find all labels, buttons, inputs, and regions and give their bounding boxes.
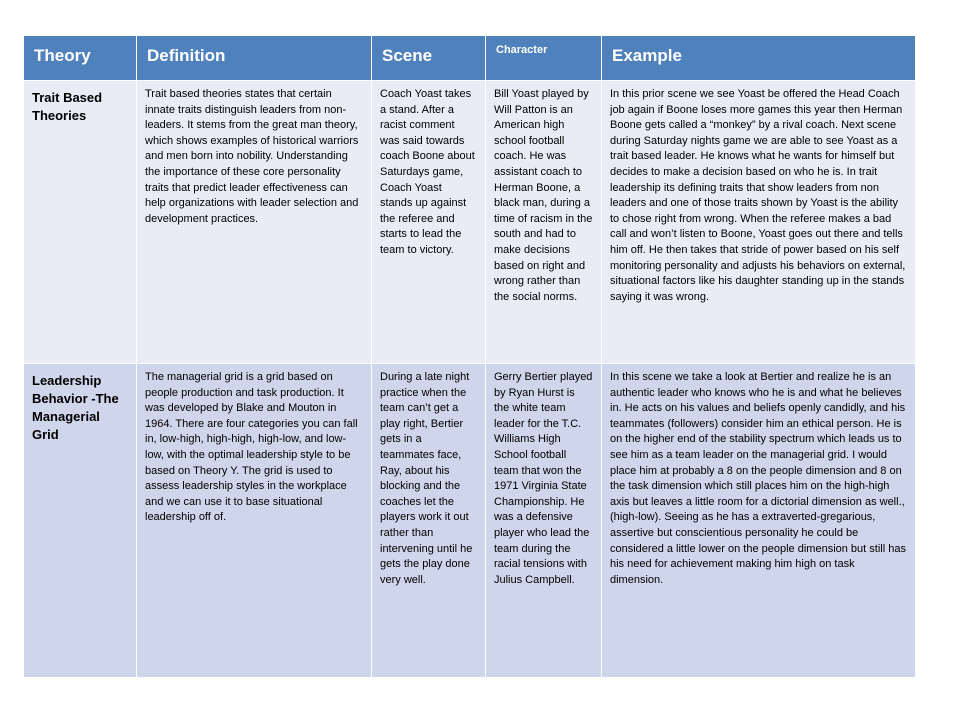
cell-example — [602, 81, 916, 364]
cell-definition — [137, 364, 372, 678]
character-text: Bill Yoast played by Will Patton is an American high school football coach. He was assistant coach to Herman Boone, a black man, during a time of racism in the south and had to make decisions based on right and wrong rather than the social norms. — [494, 88, 593, 303]
example-text: In this prior scene we see Yoast be offered the Head Coach job again if Boone loses more games this year then Herman Boone gets called a “monkey” by a rival coach. Next scene during Saturday nights game we are able to see Yoast as a trait based leader. He knows what he wants for himself but decides to make a decision based on who he is. In trait leadership its defining traits that show leaders from non leaders and one of those traits shown by Yoast is the ability to chose right from wrong. When the referee makes a bad call and won’t listen to Boone, Yoast goes out there and tells him off. He then takes that stride of power based on his self monitoring personality and adjusts his behaviors on external, situational factors like his daughter standing up in the stands saying it was wrong. — [610, 88, 906, 303]
example-text: In this scene we take a look at Bertier and realize he is an authentic leader who knows who he is and what he believes in. He acts on his values and beliefs openly candidly, and his teammates (followers) consider him an ethical person. He is on the higher end of the stability spectrum which leads us to see him as a team leader on the managerial grid. I would place him at probably a 8 on the people dimension and 8 on the task dimension which still places him on the high-high axis but leaves a little room for a dictorial dimension as well., (high-low). Seeing as he has a extraverted-gregarious, assertive but conscientious personality he could be considered a little lower on the people dimension but still has his need for achievement making him high on task dimension. — [610, 371, 906, 586]
cell-scene — [372, 81, 486, 364]
header-definition: Definition — [137, 36, 372, 81]
scene-text: Coach Yoast takes a stand. After a racist comment was said towards coach Boone about Saturdays game, Coach Yoast stands up against the referee and starts to lead the team to victory. — [380, 88, 475, 256]
cell-example — [602, 364, 916, 678]
header-row — [24, 36, 916, 81]
cell-definition — [137, 81, 372, 364]
theory-text: Leadership Behavior -The Managerial Grid — [32, 373, 119, 442]
header-character: Character — [486, 36, 602, 81]
definition-text: Trait based theories states that certain innate traits distinguish leaders from non-leaders. It stems from the great man theory, which shows examples of historical warriors and men born into nobility. Understanding the importance of these core personality traits that predict leader effectiveness can help organizations with leader selection and development practices. — [145, 88, 359, 225]
header-theory: Theory — [24, 36, 137, 81]
cell-theory — [24, 81, 137, 364]
cell-scene — [372, 364, 486, 678]
leadership-theory-table — [23, 35, 916, 678]
cell-character — [486, 364, 602, 678]
cell-theory — [24, 364, 137, 678]
theory-text: Trait Based Theories — [32, 90, 103, 123]
header-example: Example — [602, 36, 916, 81]
definition-text: The managerial grid is a grid based on people production and task production. It was developed by Blake and Mouton in 1964. There are four categories you can fall in, low-high, high-high, high-low, and low-low, with the optimal leadership style to be based on Theory Y. The grid is used to assess leadership styles in the workplace and we can use it to base situational leadership off of. — [145, 371, 358, 524]
scene-text: During a late night practice when the team can’t get a play right, Bertier gets in a teammates face, Ray, about his blocking and the coaches let the players work it out rather than intervening until he gets the play done very well. — [380, 371, 473, 586]
table-row — [24, 81, 916, 364]
header-scene: Scene — [372, 36, 486, 81]
character-text: Gerry Bertier played by Ryan Hurst is the white team leader for the T.C. Williams High School football team that won the 1971 Virginia State Championship. He was a defensive player who lead the team during the racial tensions with Julius Campbell. — [494, 371, 593, 586]
cell-character — [486, 81, 602, 364]
table-row — [24, 364, 916, 678]
